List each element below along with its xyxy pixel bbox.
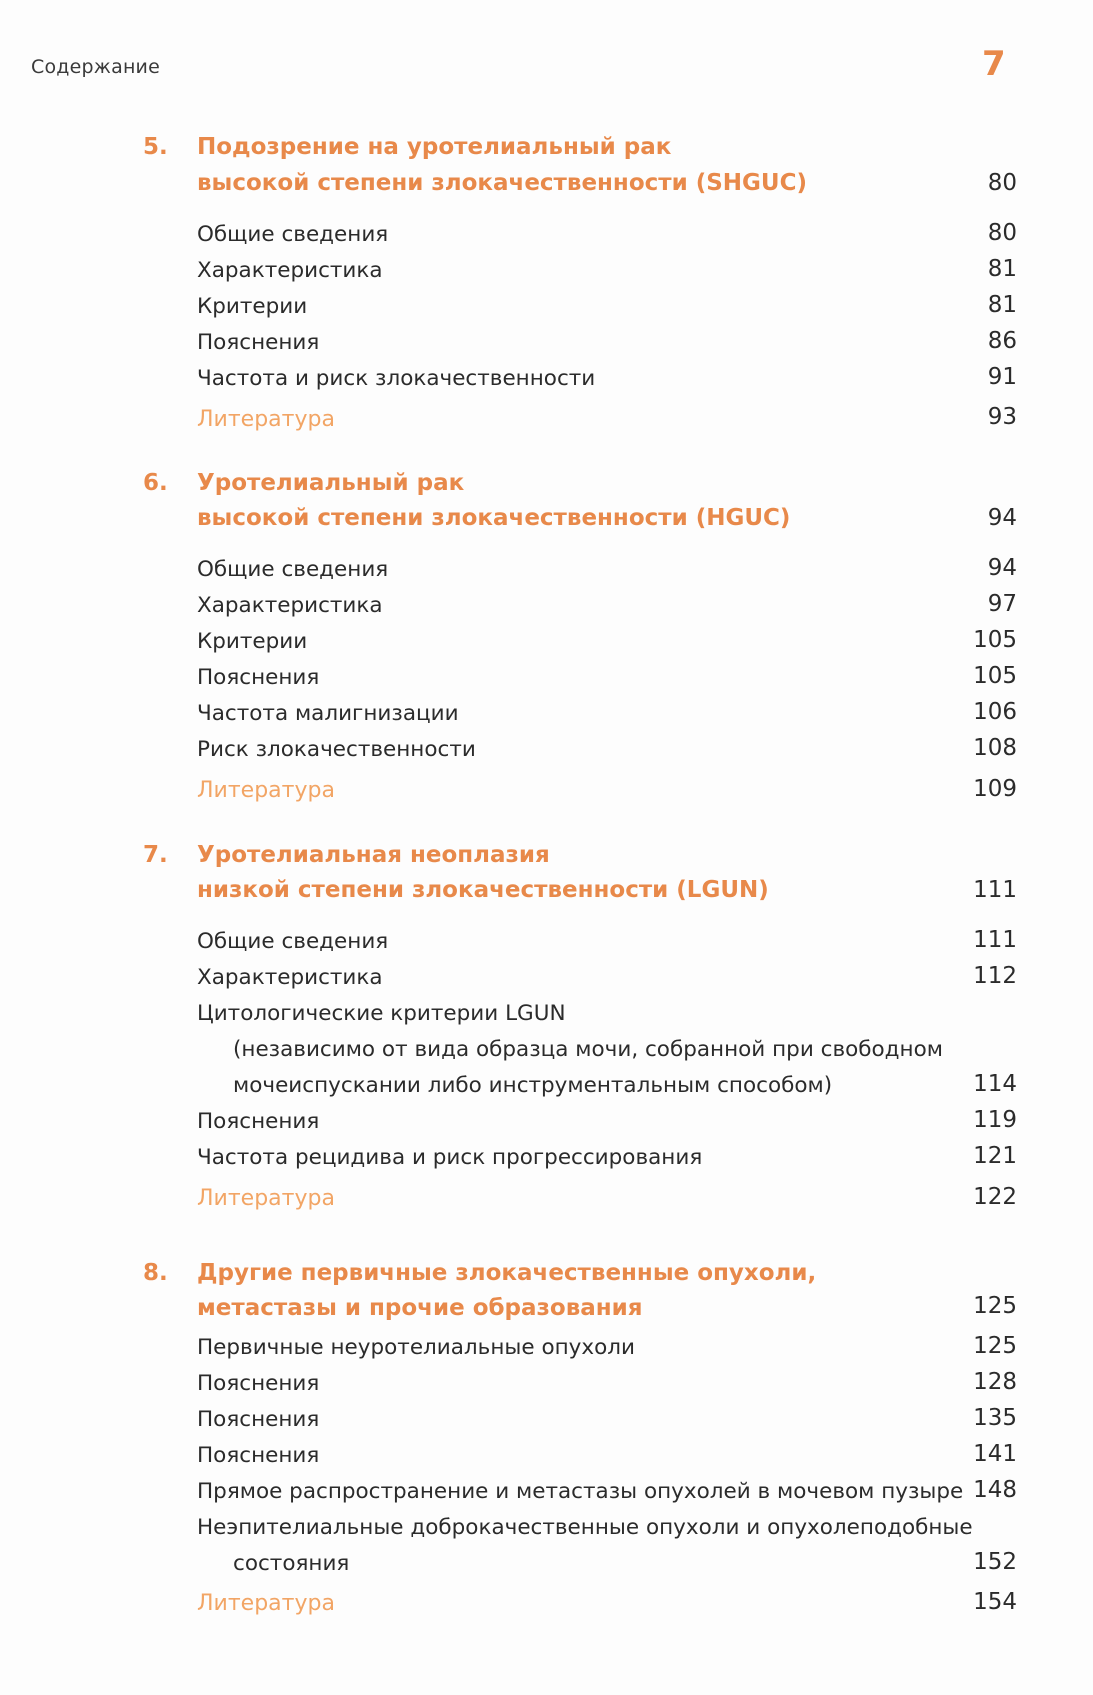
- toc-entry-page: 148: [973, 1477, 1017, 1503]
- chapter-title-line-1[interactable]: Уротелиальный рак: [197, 470, 465, 496]
- toc-entry-page: 105: [973, 663, 1017, 689]
- toc-entry-page: 81: [987, 292, 1017, 318]
- toc-entry-continuation: состояния: [233, 1551, 350, 1576]
- toc-entry[interactable]: Первичные неуротелиальные опухоли: [197, 1335, 635, 1360]
- toc-entry-page: 152: [973, 1549, 1017, 1575]
- toc-entry-page: 141: [973, 1441, 1017, 1467]
- chapter-number: 5.: [143, 134, 168, 160]
- chapter-number: 8.: [143, 1260, 168, 1286]
- literature-link[interactable]: Литература: [197, 1186, 335, 1211]
- toc-entry-page: 91: [987, 364, 1017, 390]
- chapter-title-line-2[interactable]: метастазы и прочие образования: [197, 1295, 643, 1321]
- chapter-title-line-1[interactable]: Другие первичные злокачественные опухоли,: [197, 1260, 817, 1286]
- toc-entry[interactable]: Общие сведения: [197, 557, 389, 582]
- toc-entry-page: 108: [973, 735, 1017, 761]
- toc-entry[interactable]: Пояснения: [197, 1407, 320, 1432]
- toc-entry-page: 125: [973, 1333, 1017, 1359]
- literature-page: 122: [973, 1184, 1017, 1210]
- toc-entry-page: 80: [987, 220, 1017, 246]
- toc-entry-page: 128: [973, 1369, 1017, 1395]
- toc-entry-page: 106: [973, 699, 1017, 725]
- toc-entry-page: 135: [973, 1405, 1017, 1431]
- toc-entry[interactable]: Прямое распространение и метастазы опухолей в мочевом пузыре: [197, 1479, 964, 1504]
- toc-entry[interactable]: Общие сведения: [197, 222, 389, 247]
- toc-entry[interactable]: Неэпителиальные доброкачественные опухоли и опухолеподобные: [197, 1515, 973, 1540]
- chapter-page: 111: [973, 877, 1017, 903]
- toc-entry[interactable]: Цитологические критерии LGUN: [197, 1001, 566, 1026]
- toc-entry[interactable]: Пояснения: [197, 1443, 320, 1468]
- toc-entry[interactable]: Характеристика: [197, 593, 383, 618]
- toc-entry[interactable]: Частота рецидива и риск прогрессирования: [197, 1145, 703, 1170]
- chapter-title-line-1[interactable]: Уротелиальная неоплазия: [197, 842, 550, 868]
- chapter-title-line-1[interactable]: Подозрение на уротелиальный рак: [197, 134, 672, 160]
- toc-entry-page: 121: [973, 1143, 1017, 1169]
- chapter-title-line-2[interactable]: высокой степени злокачественности (SHGUC): [197, 170, 807, 196]
- toc-entry[interactable]: Пояснения: [197, 1371, 320, 1396]
- toc-entry-page: 111: [973, 927, 1017, 953]
- toc-entry-continuation: мочеиспускании либо инструментальным способом): [233, 1073, 833, 1098]
- page-number: 7: [982, 44, 1006, 84]
- toc-entry-page: 81: [987, 256, 1017, 282]
- toc-entry-page: 112: [973, 963, 1017, 989]
- chapter-title-line-2[interactable]: высокой степени злокачественности (HGUC): [197, 505, 791, 531]
- toc-entry[interactable]: Характеристика: [197, 258, 383, 283]
- toc-entry[interactable]: Критерии: [197, 294, 308, 319]
- toc-entry[interactable]: Пояснения: [197, 665, 320, 690]
- toc-entry[interactable]: Пояснения: [197, 330, 320, 355]
- chapter-number: 6.: [143, 470, 168, 496]
- toc-entry-page: 105: [973, 627, 1017, 653]
- chapter-page: 125: [973, 1293, 1017, 1319]
- chapter-page: 80: [987, 170, 1017, 196]
- toc-entry-page: 94: [987, 555, 1017, 581]
- literature-link[interactable]: Литература: [197, 407, 335, 432]
- toc-entry[interactable]: Частота малигнизации: [197, 701, 459, 726]
- literature-link[interactable]: Литература: [197, 778, 335, 803]
- toc-entry[interactable]: Характеристика: [197, 965, 383, 990]
- chapter-page: 94: [987, 505, 1017, 531]
- toc-entry-continuation: (независимо от вида образца мочи, собранной при свободном: [233, 1037, 943, 1062]
- toc-entry[interactable]: Пояснения: [197, 1109, 320, 1134]
- literature-page: 93: [987, 404, 1017, 430]
- toc-entry-page: 119: [973, 1107, 1017, 1133]
- toc-entry-page: 86: [987, 328, 1017, 354]
- toc-entry[interactable]: Общие сведения: [197, 929, 389, 954]
- literature-link[interactable]: Литература: [197, 1591, 335, 1616]
- toc-entry-page: 114: [973, 1071, 1017, 1097]
- chapter-title-line-2[interactable]: низкой степени злокачественности (LGUN): [197, 877, 769, 903]
- literature-page: 154: [973, 1589, 1017, 1615]
- toc-entry[interactable]: Критерии: [197, 629, 308, 654]
- toc-entry-page: 97: [987, 591, 1017, 617]
- chapter-number: 7.: [143, 842, 168, 868]
- toc-entry[interactable]: Частота и риск злокачественности: [197, 366, 596, 391]
- toc-entry[interactable]: Риск злокачественности: [197, 737, 476, 762]
- literature-page: 109: [973, 776, 1017, 802]
- header-title: Содержание: [31, 56, 160, 78]
